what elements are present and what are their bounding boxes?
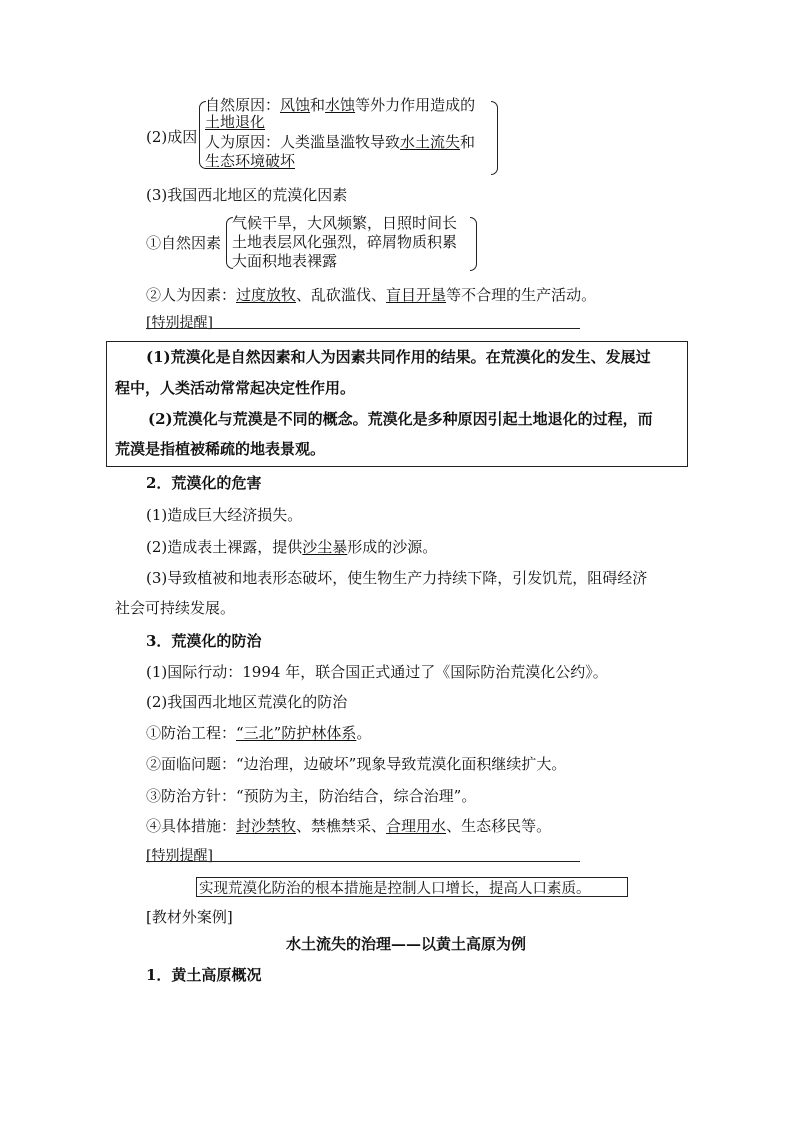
causes-human-line1: 人为原因：人类滥垦滥牧导致水土流失和 [205, 133, 476, 151]
causes-label: (2)成因 [146, 128, 198, 146]
control-sub1: ①防治工程：“三北”防护林体系。 [146, 724, 372, 742]
tip2-label: [特别提醒] [146, 848, 213, 864]
nw-right-brace [470, 217, 477, 271]
nw-natural-item-1: 气候干旱，大风频繁，日照时间长 [232, 214, 458, 232]
nw-heading: (3)我国西北地区的荒漠化因素 [146, 186, 348, 204]
control-sub4: ④具体措施：封沙禁牧、禁樵禁采、合理用水、生态移民等。 [146, 817, 552, 835]
causes-natural-line2: 土地退化 [205, 113, 266, 131]
nw-natural-item-2: 土地表层风化强烈，碎屑物质积累 [232, 233, 458, 251]
nw-natural-label: ①自然因素 [146, 234, 222, 252]
harm-heading: 2．荒漠化的危害 [146, 474, 262, 492]
tip1-line1: (1)荒漠化是自然因素和人为因素共同作用的结果。在荒漠化的发生、发展过 [146, 348, 651, 366]
harm-item1: (1)造成巨大经济损失。 [146, 506, 303, 524]
tip1-line3: (2)荒漠化与荒漠是不同的概念。荒漠化是多种原因引起土地退化的过程，而 [148, 410, 653, 428]
causes-right-brace [491, 101, 498, 175]
tip1-label: [特别提醒] [146, 315, 213, 331]
tip1-line2: 程中，人类活动常常起决定性作用。 [115, 379, 356, 397]
tip2-text: 实现荒漠化防治的根本措施是控制人口增长，提高人口素质。 [199, 881, 591, 897]
control-sub3: ③防治方针：“预防为主，防治结合，综合治理”。 [146, 787, 477, 805]
case-label: [教材外案例] [146, 908, 233, 926]
harm-item2: (2)造成表土裸露，提供沙尘暴形成的沙源。 [146, 538, 438, 556]
causes-human-line2: 生态环境破坏 [205, 152, 296, 170]
control-item1: (1)国际行动：1994 年，联合国正式通过了《国际防治荒漠化公约》。 [146, 663, 608, 681]
control-heading: 3．荒漠化的防治 [146, 632, 262, 650]
control-item2: (2)我国西北地区荒漠化的防治 [146, 693, 348, 711]
case-sub1: 1．黄土高原概况 [146, 966, 262, 984]
nw-natural-item-3: 大面积地表裸露 [232, 252, 338, 270]
causes-natural-line1: 自然原因：风蚀和水蚀等外力作用造成的 [205, 96, 476, 114]
tip1-line4: 荒漠是指植被稀疏的地表景观。 [115, 440, 326, 458]
control-sub2: ②面临问题：“边治理，边破坏”现象导致荒漠化面积继续扩大。 [146, 755, 567, 773]
harm-item3-line1: (3)导致植被和地表形态破坏，使生物生产力持续下降，引发饥荒，阻碍经济 [146, 569, 648, 587]
harm-item3-line2: 社会可持续发展。 [115, 599, 236, 617]
tip1-rule [146, 328, 580, 329]
case-title: 水土流失的治理——以黄土高原为例 [286, 935, 527, 953]
tip2-rule [146, 861, 580, 862]
nw-human-line: ②人为因素：过度放牧、乱砍滥伐、盲目开垦等不合理的生产活动。 [146, 286, 597, 304]
